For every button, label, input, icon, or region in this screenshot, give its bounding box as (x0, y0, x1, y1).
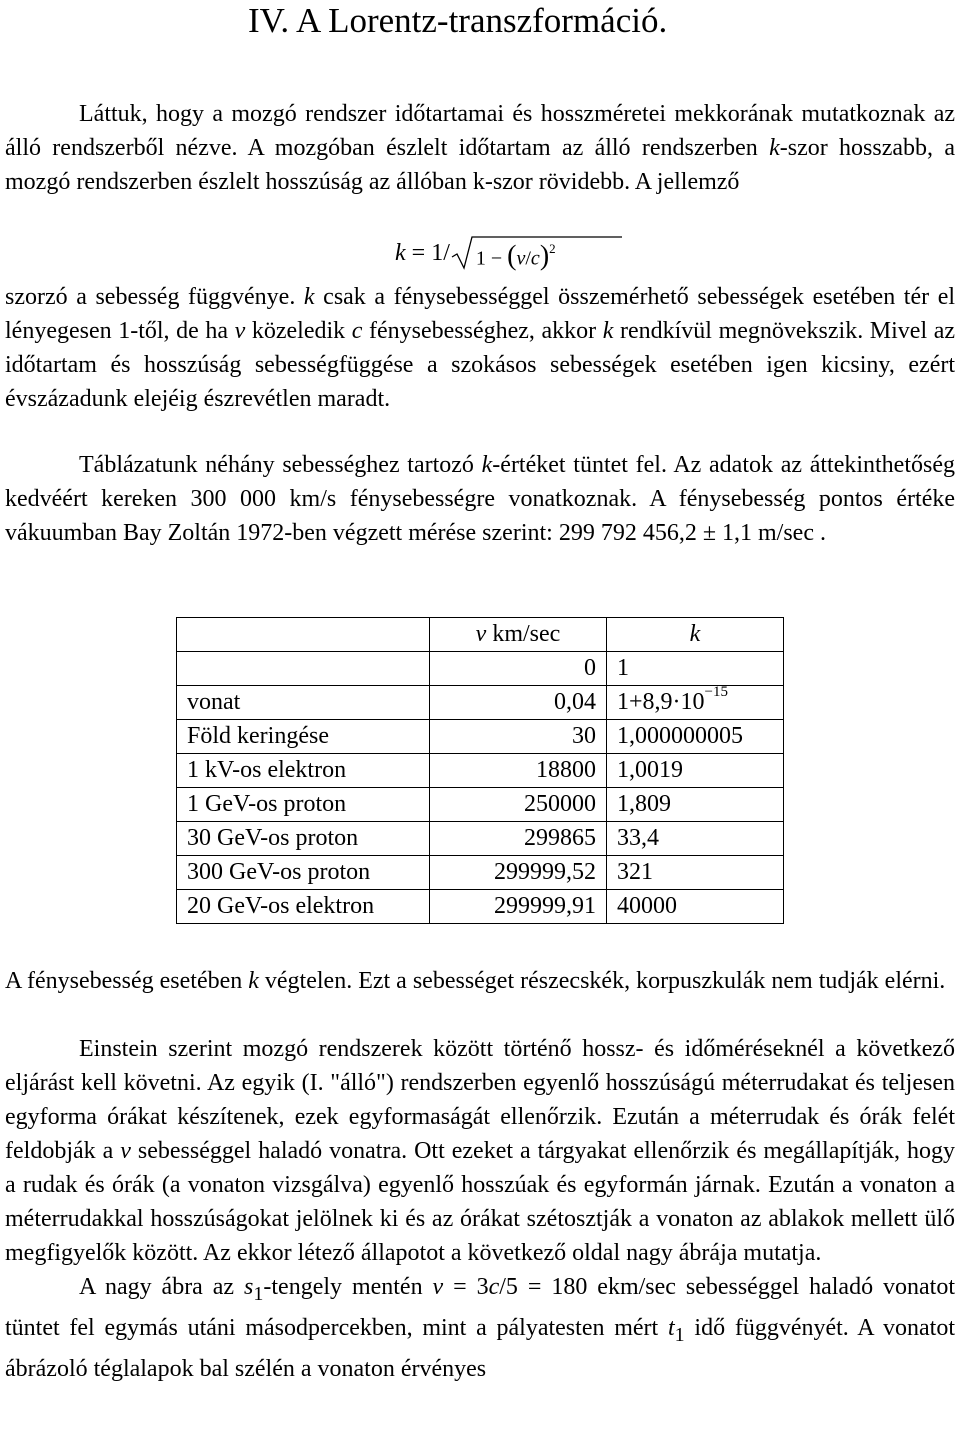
table-row (177, 686, 784, 720)
cell-label-text: 1 GeV-os proton (187, 791, 347, 817)
p2-text-d: fénysebességhez, akkor (362, 318, 603, 344)
k-variable: k (248, 968, 259, 994)
p4-text-a: A fénysebesség esetében (5, 968, 249, 994)
cell-k-text: 1 (617, 655, 629, 681)
formula-lhs: k (395, 240, 406, 266)
s-variable: s (244, 1274, 254, 1300)
intro-text: Láttuk, hogy a mozgó rendszer időtartamai és hosszméretei mekkorának mutatkoznak az álló rendszerből nézve. A mozgóban észlelt időtartam az álló rendszerben (5, 101, 955, 161)
p2-text-e: rendkívül megnövekszik. Mivel az időtartam és hosszúság sebességfüggése a szokásos sebességek esetében igen kicsiny, ezért évszázadunk elejéig észrevétlen maradt. (5, 318, 956, 412)
cell-label (177, 890, 430, 924)
p6-text-b: -tengely mentén (263, 1274, 433, 1300)
header-cell-label (177, 618, 430, 652)
table-row (177, 788, 784, 822)
formula-one: 1 (475, 247, 486, 270)
cell-velocity-text: 299865 (524, 825, 596, 851)
k-variable: k (602, 318, 614, 344)
paragraph-2 (5, 280, 955, 416)
p2-text-b: csak a fénysebességgel összemérhető sebességek esetében tér el lényegesen 1-től, de ha (5, 284, 956, 344)
cell-label (177, 686, 430, 720)
cell-velocity-text: 30 (572, 723, 596, 749)
cell-k-exponent: −15 (704, 684, 728, 700)
sqrt-sign (450, 233, 625, 273)
cell-velocity-text: 299999,91 (494, 893, 596, 919)
v-variable: v (120, 1138, 131, 1164)
cell-velocity-text: 0 (584, 655, 596, 681)
cell-k (607, 754, 784, 788)
cell-label (177, 720, 430, 754)
t-subscript: 1 (674, 1323, 685, 1346)
cell-label-text: 20 GeV-os elektron (187, 893, 375, 919)
cell-velocity-text: 299999,52 (494, 859, 596, 885)
cell-k-text: 40000 (617, 893, 677, 919)
cell-velocity-text: 0,04 (554, 689, 596, 715)
cell-label-text: 1 kV-os elektron (187, 757, 347, 783)
cell-velocity-text: 18800 (536, 757, 596, 783)
paragraph-4 (5, 964, 955, 998)
cell-k (607, 720, 784, 754)
p6-text-e: idő függvényét. A vonatot ábrázoló téglalapok bal szélén a vonaton érvényes (5, 1314, 955, 1382)
cell-velocity-text: 250000 (524, 791, 596, 817)
v-variable: v (234, 318, 246, 344)
p6-text-d: /5 = 180 ekm/sec sebességgel haladó vonatot tüntet fel egymás utáni másodpercekben, mint a pályatesten mért (5, 1274, 955, 1341)
cell-label (177, 856, 430, 890)
cell-k-text: 321 (617, 859, 653, 885)
p3-text-b: -értéket tüntet fel. Az adatok az áttekinthetőség kedvéért kereken 300 000 km/s fénysebességre vonatkoznak. A fénysebesség pontos értéke vákuumban Bay Zoltán 1972-ben végzett mérése szerint: 299 792 456,2 ± 1,1 m/sec . (5, 452, 955, 546)
table-row (177, 720, 784, 754)
formula-c: c (530, 247, 540, 270)
formula-slash: / (525, 247, 531, 270)
p6-text-a: A nagy ábra az (79, 1274, 245, 1300)
k-variable: k (303, 284, 315, 310)
header-unit: km/sec (486, 621, 561, 647)
cell-velocity (430, 822, 607, 856)
cell-velocity (430, 754, 607, 788)
cell-k (607, 890, 784, 924)
p6-text-c: = 3 (443, 1274, 489, 1300)
p4-text-b: végtelen. Ezt a sebességet részecskék, korpuszkulák nem tudják elérni. (258, 968, 946, 994)
formula-minus: − (485, 247, 508, 270)
cell-label-text: 300 GeV-os proton (187, 859, 371, 885)
cell-k (607, 652, 784, 686)
k-formula (395, 233, 556, 273)
t-variable: t (667, 1314, 675, 1341)
formula-equals: = 1/ (405, 240, 450, 266)
formula-exponent: 2 (549, 241, 556, 256)
formula-rparen: ) (539, 240, 550, 272)
table-header-row (177, 618, 784, 652)
table-row (177, 856, 784, 890)
header-cell-k (607, 618, 784, 652)
s-subscript: 1 (253, 1282, 264, 1305)
cell-label (177, 754, 430, 788)
cell-label-text: Föld keringése (187, 723, 329, 749)
paragraph-3 (5, 448, 955, 550)
table-row (177, 652, 784, 686)
cell-k (607, 856, 784, 890)
sqrt-radical (450, 233, 556, 279)
table-row (177, 890, 784, 924)
header-cell-v (430, 618, 607, 652)
p5-text-b: sebességgel haladó vonatra. Ott ezeket a tárgyakat ellenőrzik és megállapítják, hogy a rudak és órák (a vonaton vizsgálva) egyenlő hosszúak és egyformán járnak. Ezután a vonaton a méterrudakkal hosszúságokat jelölnek ki és az órákat szétosztják a vonaton az ablakok mellett ülő megfigyelők között. Az ekkor létező állapotot a következő oldal nagy ábrája mutatja. (5, 1138, 955, 1266)
cell-velocity (430, 686, 607, 720)
intro-text-2: -szor hosszabb, a mozgó rendszerben észlelt hosszúság az állóban k-szor rövidebb. A jellemző (5, 135, 955, 195)
paragraph-6 (5, 1270, 955, 1386)
table-row (177, 754, 784, 788)
v-variable: v (432, 1274, 444, 1300)
p2-text-c: közeledik (245, 318, 352, 344)
p2-text-a: szorzó a sebesség függvénye. (5, 284, 304, 310)
cell-k-text: 1,000000005 (617, 723, 743, 749)
formula-lparen: ( (507, 240, 517, 272)
intro-paragraph (5, 97, 955, 199)
table-row (177, 822, 784, 856)
header-v: v (475, 621, 487, 647)
cell-velocity (430, 720, 607, 754)
cell-velocity (430, 652, 607, 686)
cell-label (177, 652, 430, 686)
cell-k-text: 1+8,9·10 (617, 689, 705, 715)
cell-label-text: vonat (187, 689, 241, 715)
k-values-table (176, 617, 784, 924)
cell-k (607, 686, 784, 720)
formula-v: v (516, 247, 526, 270)
cell-velocity (430, 890, 607, 924)
cell-k (607, 822, 784, 856)
cell-label-text: 30 GeV-os proton (187, 825, 359, 851)
cell-velocity (430, 788, 607, 822)
page-title: IV. A Lorentz-transzformáció. (248, 1, 668, 40)
header-k: k (689, 621, 701, 647)
k-variable: k (769, 135, 780, 161)
cell-k-text: 1,809 (617, 791, 671, 817)
c-variable: c (351, 318, 363, 344)
cell-label (177, 788, 430, 822)
p5-text-a: Einstein szerint mozgó rendszerek között történő hossz- és időméréseknél a következő eljárást kell követni. Az egyik (I. "álló") rendszerben egyenlő hosszúságú méterrudakat és teljesen egyforma órákat készítenek, ezek egyformaságát ellenőrzik. Ezután a méterrudak és órák felét feldobják a (5, 1036, 955, 1164)
cell-k-text: 33,4 (617, 825, 659, 851)
c-variable: c (488, 1274, 500, 1300)
cell-label (177, 822, 430, 856)
cell-k-text: 1,0019 (617, 757, 683, 783)
p3-text-a: Táblázatunk néhány sebességhez tartozó (79, 452, 482, 478)
k-variable: k (481, 452, 493, 478)
cell-k (607, 788, 784, 822)
paragraph-5 (5, 1032, 955, 1270)
cell-velocity (430, 856, 607, 890)
